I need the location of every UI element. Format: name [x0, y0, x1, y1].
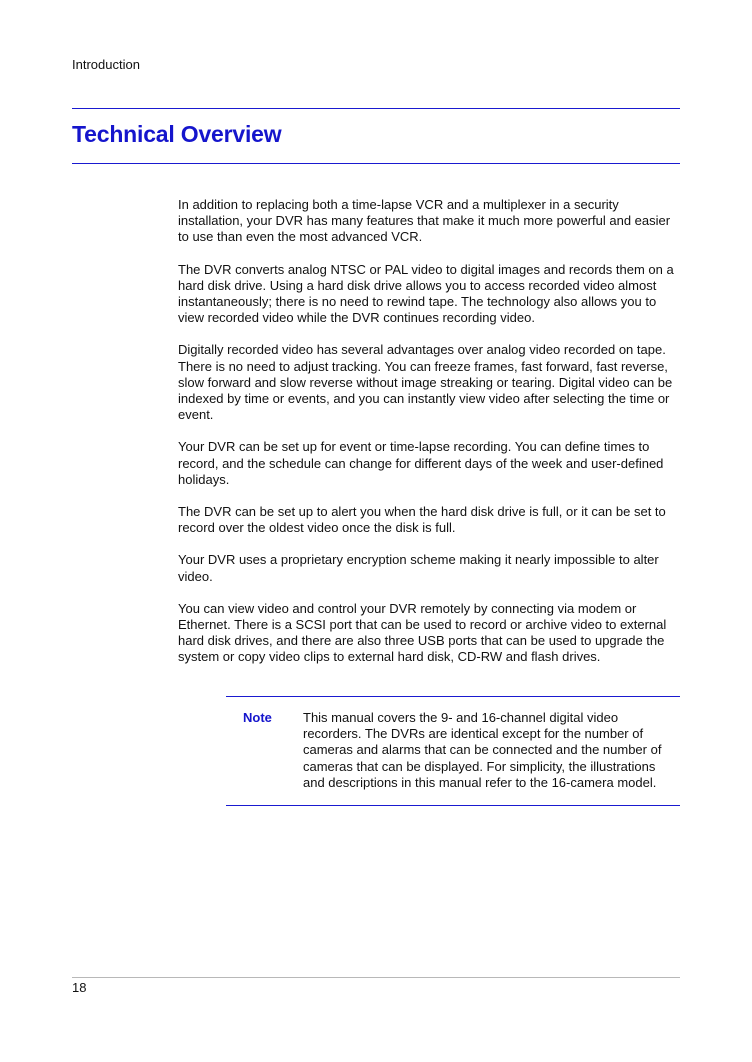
note-label: Note	[243, 710, 272, 725]
paragraph: Digitally recorded video has several advantages over analog video recorded on tape. There is no need to adjust tracking. You can freeze frames, fast forward, fast reverse, slow forward and slow reverse without image streaking or tearing. Digital video can be indexed by time or events, and you can instantly view video after selecting the time or event.	[178, 342, 673, 423]
paragraph: The DVR can be set up to alert you when the hard disk drive is full, or it can be set to record over the oldest video once the disk is full.	[178, 504, 666, 536]
title-rule-top	[72, 108, 680, 109]
body-text	[178, 197, 682, 682]
paragraph: The DVR converts analog NTSC or PAL video to digital images and records them on a hard disk drive. Using a hard disk drive allows you to access recorded video almost instantaneously; there is no need to rewind tape. The technology also allows you to view recorded video while the DVR continues recording video.	[178, 261, 674, 326]
page-title: Technical Overview	[72, 121, 282, 147]
paragraph: You can view video and control your DVR remotely by connecting via modem or Ethernet. There is a SCSI port that can be used to record or archive video to external hard disk drives, and there are also three USB ports that can be used to upgrade the system or copy video clips to external hard disk, CD-RW and flash drives.	[178, 600, 667, 665]
note-box	[226, 696, 680, 806]
paragraph: Your DVR uses a proprietary encryption scheme making it nearly impossible to alter video.	[178, 552, 659, 584]
title-rule-bottom	[72, 163, 680, 164]
note-text: This manual covers the 9- and 16-channel digital video recorders. The DVRs are identical except for the number of cameras and alarms that can be connected and the number of cameras that can be displayed. For simplicity, the illustrations and descriptions in this manual refer to the 16-camera model.	[303, 710, 662, 790]
paragraph: Your DVR can be set up for event or time-lapse recording. You can define times to record, and the schedule can change for different days of the week and user-defined holidays.	[178, 439, 664, 487]
running-header: Introduction	[72, 57, 140, 72]
paragraph: In addition to replacing both a time-lapse VCR and a multiplexer in a security installation, your DVR has many features that make it much more powerful and easier to use than even the most advanced VCR.	[178, 197, 671, 245]
footer-rule	[72, 977, 680, 978]
page-number: 18	[72, 980, 87, 995]
